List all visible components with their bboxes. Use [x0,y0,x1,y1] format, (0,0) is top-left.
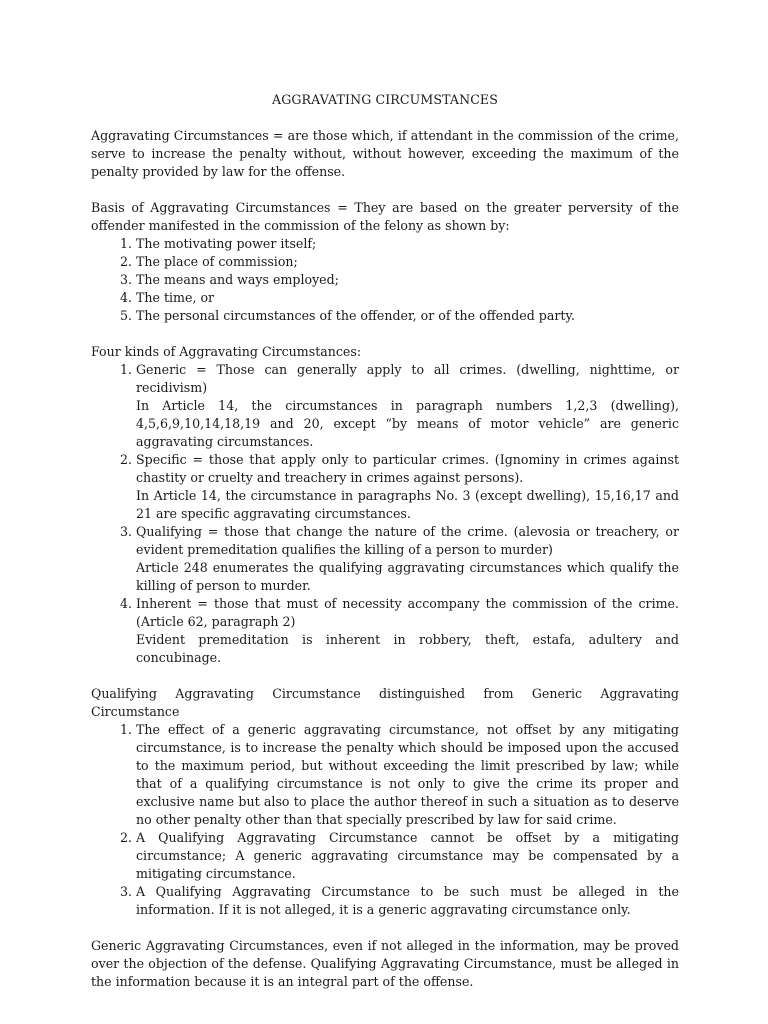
document-title: AGGRAVATING CIRCUMSTANCES [272,92,498,107]
kind-item-text: 2. Specific = those that apply only to particular crimes. (Ignominy in crimes against chastity or cruelty and treachery in crimes against persons). [136,452,679,485]
kind-item-note: Evident premeditation is inherent in robbery, theft, estafa, adultery and concubinage. [136,632,679,665]
kind-item-note: In Article 14, the circumstance in paragraphs No. 3 (except dwelling), 15,16,17 and 21 are specific aggravating circumstances. [136,488,679,521]
distinguished-heading: Qualifying Aggravating Circumstance distinguished from Generic Aggravating Circumstance [91,686,679,719]
kind-item-qualifying [136,523,679,595]
kinds-list [91,361,679,667]
kind-item-specific [136,451,679,523]
distinguished-item: 1. The effect of a generic aggravating circumstance, not offset by any mitigating circumstance, is to increase the penalty which should be imposed upon the accused to the maximum period, but without exceeding the limit prescribed by law; while that of a qualifying circumstance is not only to give the crime its proper and exclusive name but also to place the author thereof in such a situation as to deserve no other penalty other than that specially prescribed by law for said crime. [136,721,679,829]
basis-item: 5. The personal circumstances of the offender, or of the offended party. [136,307,679,325]
kinds-heading: Four kinds of Aggravating Circumstances: [91,344,362,359]
distinguished-item: 3. A Qualifying Aggravating Circumstance to be such must be alleged in the information. If it is not alleged, it is a generic aggravating circumstance only. [136,883,679,919]
kind-item-text: 3. Qualifying = those that change the nature of the crime. (alevosia or treachery, or evident premeditation qualifies the killing of a person to murder) [136,524,679,557]
kind-item-note: Article 248 enumerates the qualifying aggravating circumstances which qualify the killing of person to murder. [136,560,679,593]
basis-item: 4. The time, or [136,289,679,307]
document-page [91,91,679,991]
distinguished-item: 2. A Qualifying Aggravating Circumstance cannot be offset by a mitigating circumstance; A generic aggravating circumstance may be compensated by a mitigating circumstance. [136,829,679,883]
basis-list [91,235,679,325]
kind-item-inherent [136,595,679,667]
basis-item: 2. The place of commission; [136,253,679,271]
kind-item-generic [136,361,679,451]
distinguished-list [91,721,679,919]
kind-item-text: 4. Inherent = those that must of necessity accompany the commission of the crime. (Article 62, paragraph 2) [136,596,679,629]
definition-paragraph: Aggravating Circumstances = are those which, if attendant in the commission of the crime, serve to increase the penalty without, without however, exceeding the maximum of the penalty provided by law for the offense. [91,128,679,179]
distinguished-section [91,685,679,919]
basis-section [91,199,679,325]
closing-paragraph: Generic Aggravating Circumstances, even if not alleged in the information, may be proved over the objection of the defense. Qualifying Aggravating Circumstance, must be alleged in the information because it is an integral part of the offense. [91,938,679,989]
kind-item-text: 1. Generic = Those can generally apply to all crimes. (dwelling, nighttime, or recidivism) [136,362,679,395]
basis-item: 3. The means and ways employed; [136,271,679,289]
basis-item: 1. The motivating power itself; [136,235,679,253]
kind-item-note: In Article 14, the circumstances in paragraph numbers 1,2,3 (dwelling), 4,5,6,9,10,14,18,19 and 20, except “by means of motor vehicle” are generic aggravating circumstances. [136,398,679,449]
basis-intro: Basis of Aggravating Circumstances = They are based on the greater perversity of the offender manifested in the commission of the felony as shown by: [91,200,679,233]
kinds-section [91,343,679,667]
